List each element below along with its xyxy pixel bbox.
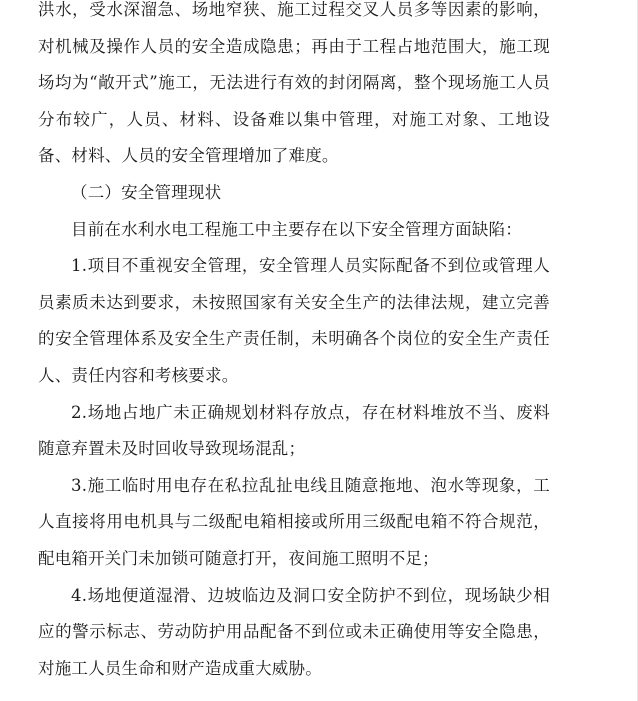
document-body xyxy=(38,0,550,687)
list-item-3: 3.施工临时用电存在私拉乱扯电线且随意拖地、泡水等现象，工人直接将用电机具与二级配电箱相接或所用三级配电箱不符合规范，配电箱开关门未加锁可随意打开，夜间施工照明不足； xyxy=(38,475,550,568)
list-item-1: 1.项目不重视安全管理，安全管理人员实际配备不到位或管理人员素质未达到要求，未按照国家有关安全生产的法律法规，建立完善的安全管理体系及安全生产责任制，未明确各个岗位的安全生产责任人、责任内容和考核要求。 xyxy=(38,256,550,385)
paragraph-lead-in: 目前在水利水电工程施工中主要存在以下安全管理方面缺陷： xyxy=(71,219,522,239)
list-item-4: 4.场地便道湿滑、边坡临边及洞口安全防护不到位，现场缺少相应的警示标志、劳动防护用品配备不到位或未正确使用等安全隐患，对施工人员生命和财产造成重大威胁。 xyxy=(38,585,550,678)
list-item-2: 2.场地占地广未正确规划材料存放点，存在材料堆放不当、废料随意弃置未及时回收导致现场混乱； xyxy=(38,402,550,459)
section-heading: （二）安全管理现状 xyxy=(71,182,222,202)
paragraph-intro-continued: 洪水，受水深溜急、场地窄狭、施工过程交叉人员多等因素的影响，对机械及操作人员的安全造成隐患；再由于工程占地范围大，施工现场均为“敞开式”施工，无法进行有效的封闭隔离，整个现场施工人员分布较广，人员、材料、设备难以集中管理，对施工对象、工地设备、材料、人员的安全管理增加了难度。 xyxy=(38,0,550,166)
